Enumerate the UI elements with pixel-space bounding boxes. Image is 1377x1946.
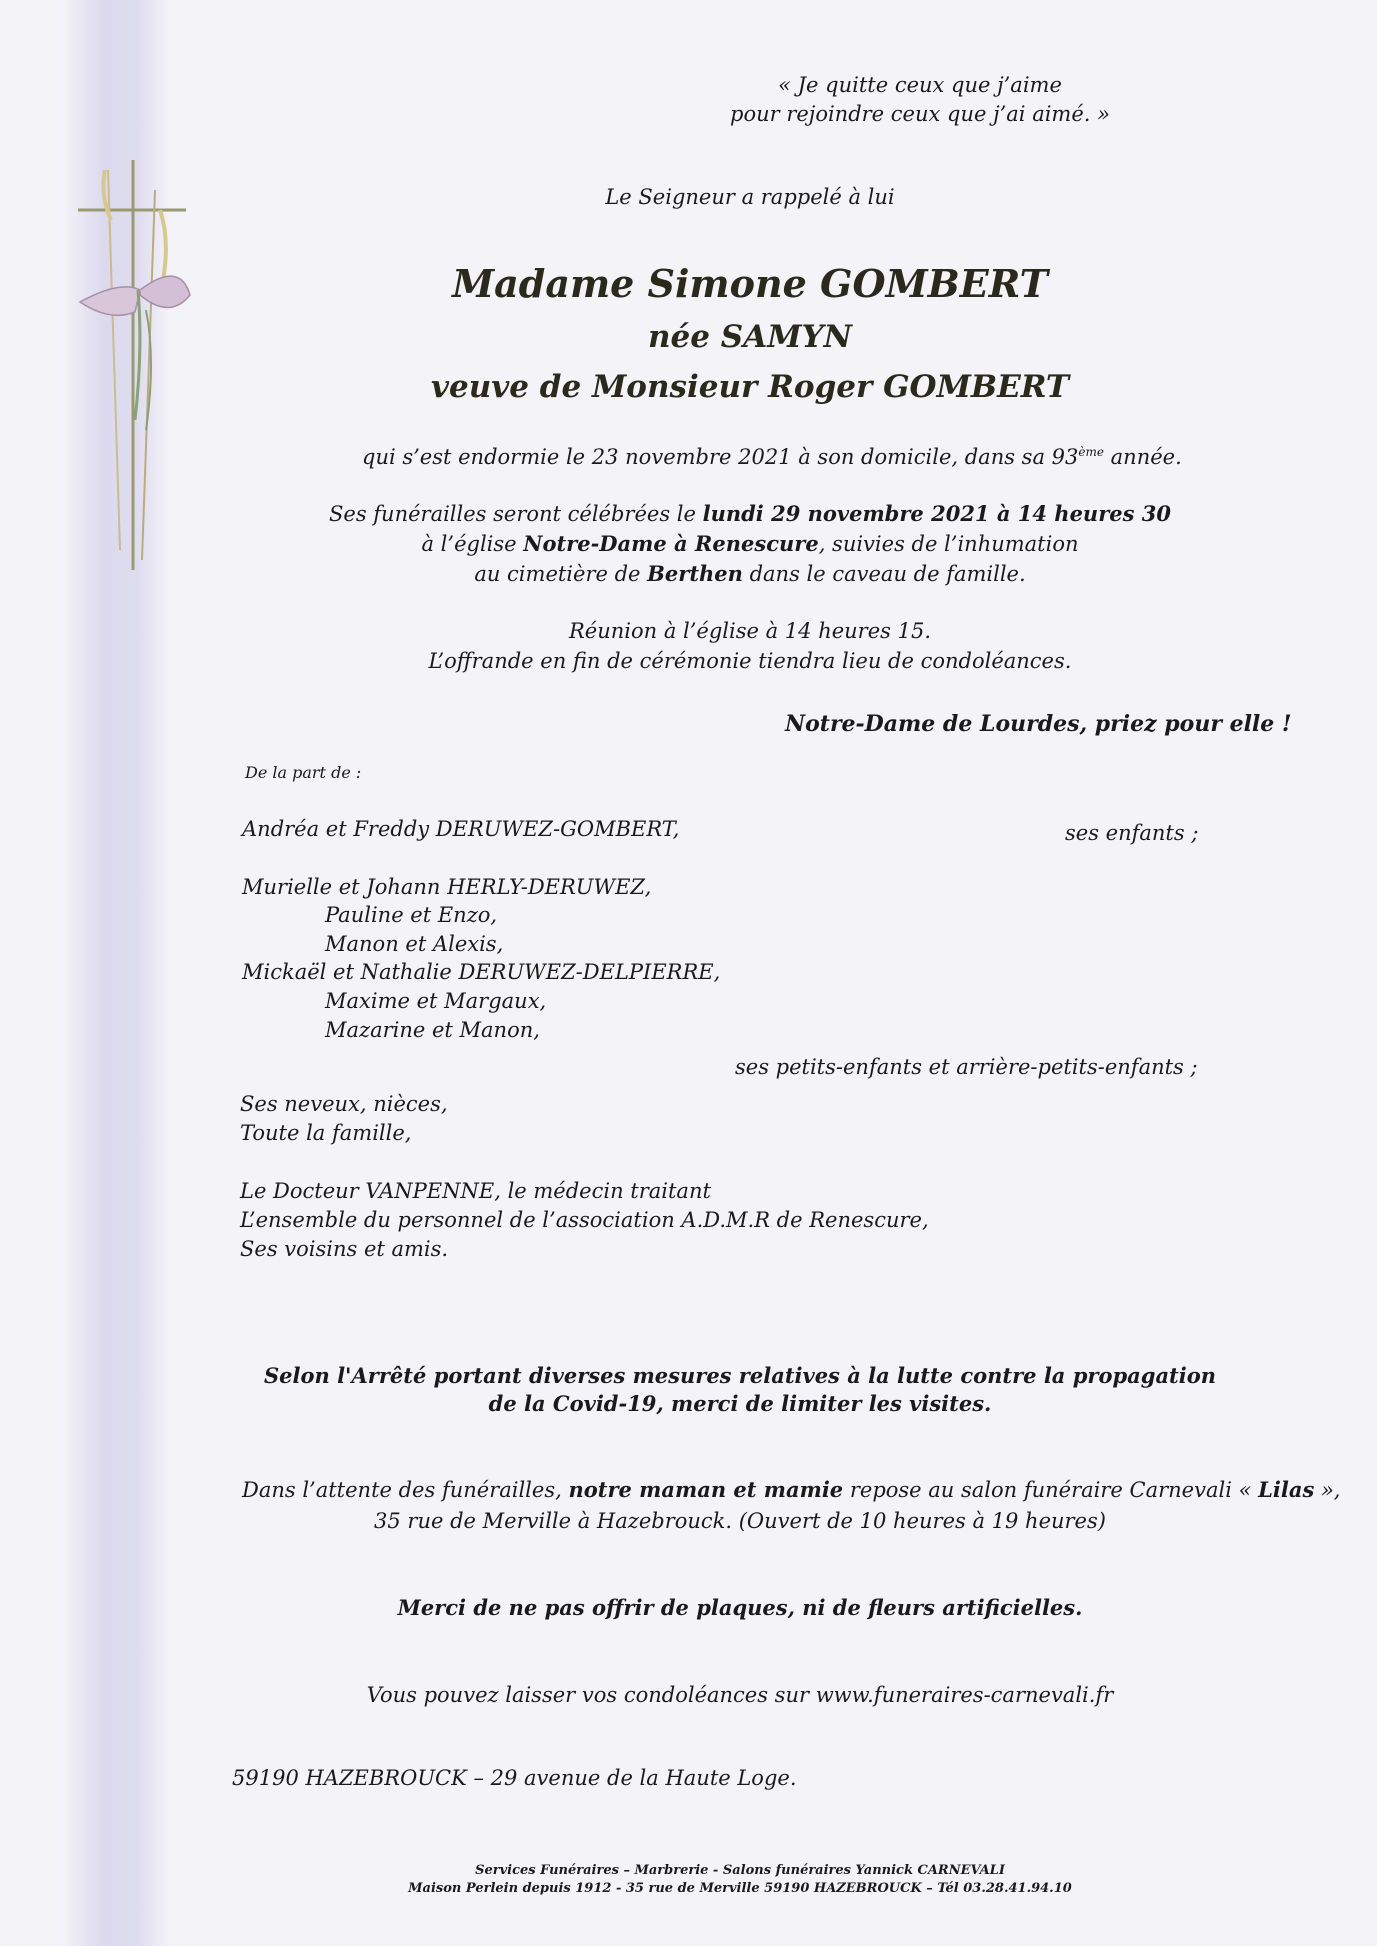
funeral-text: dans le caveau de famille. [742, 562, 1026, 586]
from-label: De la part de : [245, 763, 362, 782]
rest-text: Dans l’attente des funérailles, [242, 1478, 569, 1502]
epigraph-line-1: « Je quitte ceux que j’aime [778, 73, 1062, 97]
funeral-text: au cimetière de [474, 562, 648, 586]
church-name: Notre-Dame à Renescure [523, 531, 819, 556]
funeral-text: , suivies de l’inhumation [818, 532, 1079, 556]
death-superscript: ème [1078, 445, 1104, 459]
nephews-text: Ses neveux, nièces, [240, 1092, 448, 1116]
great-grandchildren-2b: Mazarine et Manon, [325, 1018, 540, 1042]
great-grandchildren-1b: Manon et Alexis, [325, 932, 504, 956]
death-notice [362, 447, 1182, 468]
funeral-line-3 [300, 563, 1200, 585]
death-text-after: année. [1103, 445, 1182, 469]
death-text-before: qui s’est endormie le 23 novembre 2021 à son domicile, dans sa 93 [362, 445, 1079, 469]
condolences-text: Vous pouvez laisser vos condoléances sur www.funeraires-carnevali.fr [366, 1683, 1114, 1707]
funeral-text: à l’église [421, 532, 524, 556]
grandchild-family-2: Mickaël et Nathalie DERUWEZ-DELPIERRE, [242, 960, 721, 984]
cross-lily-icon [60, 150, 200, 580]
maiden-name: née SAMYN [648, 319, 852, 355]
epigraph-line-2: pour rejoindre ceux que j’ai aimé. » [730, 102, 1110, 126]
rest-text: repose au salon funéraire Carnevali « [843, 1478, 1259, 1502]
funeral-line-2 [300, 533, 1200, 555]
staff-text: L’ensemble du personnel de l’association A.D.M.R de Renescure, [240, 1208, 929, 1232]
neighbors-text: Ses voisins et amis. [240, 1237, 449, 1261]
doctor-text: Le Docteur VANPENNE, le médecin traitant [240, 1179, 711, 1203]
deceased-name: Madame Simone GOMBERT [452, 261, 1048, 306]
children-label: ses enfants ; [1065, 821, 1199, 845]
meeting-line-2: L’offrande en fin de cérémonie tiendra lieu de condoléances. [428, 649, 1072, 673]
funeral-date: lundi 29 novembre 2021 à 14 heures 30 [702, 501, 1171, 526]
footer-line-1: Services Funéraires – Marbrerie - Salons funéraires Yannick CARNEVALI [475, 1863, 1005, 1878]
intro-text: Le Seigneur a rappelé à lui [605, 185, 895, 209]
cemetery-name: Berthen [647, 561, 743, 586]
rest-text: », [1314, 1478, 1341, 1502]
covid-line-1: Selon l'Arrêté portant diverses mesures relatives à la lutte contre la propagation [263, 1363, 1217, 1388]
no-flowers-text: Merci de ne pas offrir de plaques, ni de fleurs artificielles. [397, 1595, 1083, 1620]
address-text: 59190 HAZEBROUCK – 29 avenue de la Haute Loge. [232, 1766, 797, 1790]
grandchildren-label: ses petits-enfants et arrière-petits-enfants ; [735, 1055, 1198, 1079]
footer-line-2: Maison Perlein depuis 1912 - 35 rue de Merville 59190 HAZEBROUCK – Tél 03.28.41.94.10 [408, 1881, 1072, 1896]
great-grandchildren-1a: Pauline et Enzo, [325, 903, 498, 927]
funeral-line-1 [300, 503, 1200, 525]
covid-line-2: de la Covid-19, merci de limiter les visites. [488, 1391, 992, 1416]
family-all-text: Toute la famille, [240, 1121, 412, 1145]
rest-emphasis: notre maman et mamie [568, 1477, 844, 1502]
rest-line-2: 35 rue de Merville à Hazebrouck. (Ouvert de 10 heures à 19 heures) [374, 1509, 1106, 1533]
salon-name: Lilas [1258, 1477, 1315, 1502]
children-names: Andréa et Freddy DERUWEZ-GOMBERT, [242, 817, 680, 841]
meeting-line-1: Réunion à l’église à 14 heures 15. [568, 619, 931, 643]
prayer-text: Notre-Dame de Lourdes, priez pour elle ! [785, 711, 1292, 737]
widow-of: veuve de Monsieur Roger GOMBERT [430, 369, 1069, 405]
rest-line-1 [242, 1479, 1340, 1501]
funeral-text: Ses funérailles seront célébrées le [329, 502, 703, 526]
grandchild-family-1: Murielle et Johann HERLY-DERUWEZ, [242, 875, 652, 899]
great-grandchildren-2a: Maxime et Margaux, [325, 989, 547, 1013]
